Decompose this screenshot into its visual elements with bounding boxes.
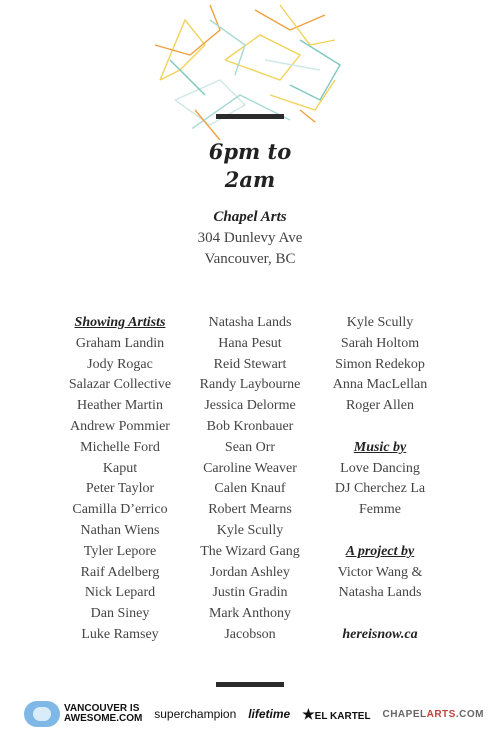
event-time-line2: 2am	[224, 167, 276, 192]
credit-name: Camilla D’errico	[72, 502, 168, 518]
credit-name: Dan Siney	[90, 606, 150, 622]
credit-name: Jody Rogac	[87, 356, 153, 372]
credit-name: Heather Martin	[77, 398, 163, 414]
credit-name: DJ Cherchez La	[334, 481, 426, 497]
credit-name: Jessica Delorme	[204, 398, 296, 414]
credit-name: Reid Stewart	[213, 356, 287, 372]
top-divider-bar	[216, 114, 284, 119]
credit-name: Michelle Ford	[80, 439, 160, 455]
vancouver-is-awesome-badge-icon	[24, 701, 60, 727]
sponsor-logos	[24, 694, 484, 734]
chapel-arts-text-b: ARTS	[426, 708, 456, 720]
credit-name: Raif Adelberg	[80, 564, 160, 580]
venue-name: Chapel Arts	[213, 209, 287, 225]
credit-name: Love Dancing	[340, 460, 420, 476]
lifetime-logo: lifetime	[248, 707, 291, 721]
section-heading: Showing Artists	[74, 315, 166, 330]
credit-name: Anna MacLellan	[332, 377, 428, 393]
credit-name: Kyle Scully	[346, 315, 414, 330]
credit-name: Andrew Pommier	[70, 418, 170, 434]
credit-name: Sean Orr	[224, 439, 276, 455]
credits-column-3	[310, 313, 450, 646]
super-champion-logo: superchampion	[154, 707, 237, 721]
credit-name: Kaput	[102, 460, 138, 476]
credit-name: Femme	[359, 502, 401, 518]
section-heading: Music by	[353, 439, 407, 455]
spacer	[310, 604, 450, 625]
vancouver-is-awesome-logo	[24, 701, 142, 727]
venue-address: 304 Dunlevy Ave	[197, 230, 303, 246]
credit-name: Nathan Wiens	[80, 522, 160, 538]
vancouver-is-awesome-line2: AWESOME.COM	[64, 713, 143, 724]
credit-name: Randy Laybourne	[199, 377, 301, 393]
credit-name: Jordan Ashley	[210, 564, 290, 580]
event-time-line1: 6pm to	[208, 139, 292, 164]
credit-name: Nick Lepard	[84, 585, 156, 601]
star-icon: ★	[302, 705, 315, 722]
el-kartel-text: EL KARTEL	[314, 710, 371, 722]
credit-name: Caroline Weaver	[203, 460, 297, 476]
credit-name: Peter Taylor	[85, 481, 155, 497]
credit-name: Tyler Lepore	[83, 543, 157, 559]
credit-name: Graham Landin	[75, 335, 165, 351]
credit-name: Salazar Collective	[68, 377, 172, 393]
credit-name: Hana Pesut	[218, 335, 282, 351]
credit-name: Sarah Holtom	[340, 335, 420, 351]
credit-name: Mark Anthony	[208, 606, 292, 622]
bottom-divider-bar	[216, 682, 284, 687]
vancouver-is-awesome-line1: VANCOUVER IS	[64, 703, 140, 714]
spacer	[310, 417, 450, 438]
chapel-arts-logo	[382, 709, 483, 720]
credit-name: The Wizard Gang	[200, 543, 300, 559]
venue-city: Vancouver, BC	[204, 251, 296, 267]
venue-block	[0, 207, 500, 270]
credit-name: Simon Redekop	[335, 356, 425, 372]
el-kartel-logo	[302, 706, 371, 723]
credit-name: Luke Ramsey	[81, 626, 159, 642]
credit-name: Roger Allen	[345, 398, 415, 414]
credit-name: Natasha Lands	[208, 315, 292, 330]
credit-name: Victor Wang &	[337, 564, 423, 580]
section-heading: A project by	[345, 543, 415, 559]
event-time	[0, 138, 500, 194]
credit-name: Kyle Scully	[216, 522, 284, 538]
credit-name: Robert Mearns	[208, 502, 292, 518]
credit-name: Jacobson	[224, 626, 276, 642]
website-url: hereisnow.ca	[342, 626, 418, 642]
geometric-globe-artwork	[150, 0, 350, 145]
artists-column-1	[50, 313, 190, 646]
chapel-arts-text-a: CHAPEL	[382, 708, 427, 720]
credit-name: Bob Kronbauer	[206, 418, 294, 434]
artists-column-2	[180, 313, 320, 646]
credit-name: Justin Gradin	[212, 585, 288, 601]
spacer	[310, 521, 450, 542]
credit-name: Natasha Lands	[338, 585, 422, 601]
credit-name: Calen Knauf	[214, 481, 286, 497]
chapel-arts-text-c: .COM	[455, 708, 484, 720]
